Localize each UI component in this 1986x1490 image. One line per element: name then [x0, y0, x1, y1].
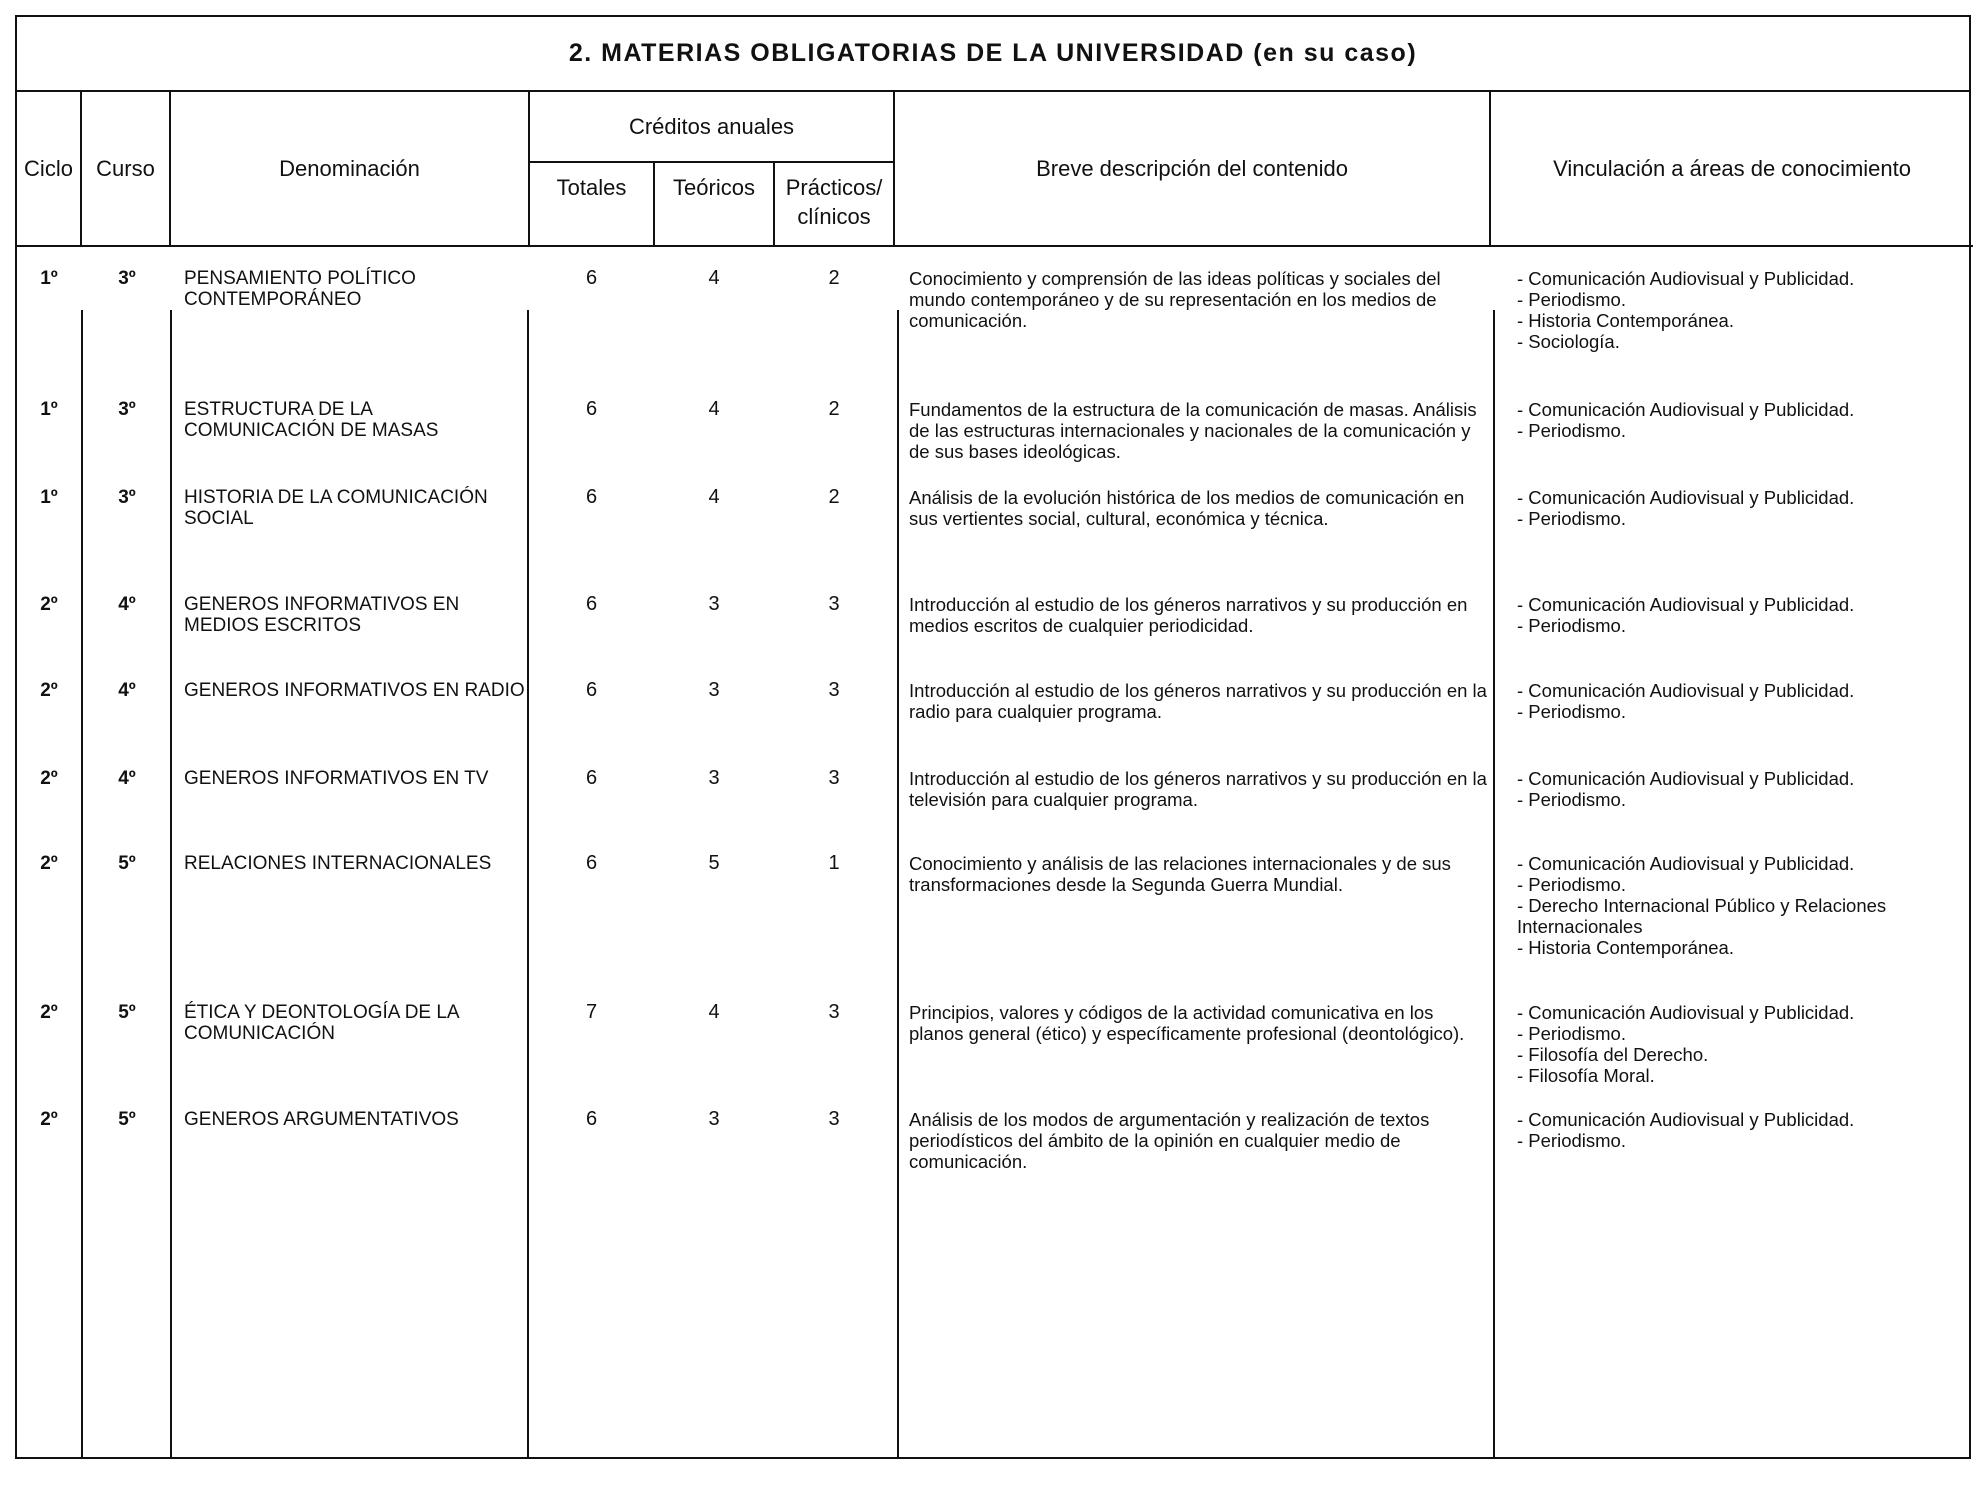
vinculacion-item: - Historia Contemporánea.	[1517, 310, 1734, 331]
curso-cell: 4º	[118, 768, 136, 789]
vinculacion-item: - Periodismo.	[1517, 615, 1626, 636]
col-header-totales: Totales	[529, 162, 654, 246]
col-header-ciclo: Ciclo	[17, 92, 81, 246]
teoricos-cell: 3	[708, 679, 720, 701]
col-header-teoricos: Teóricos	[654, 162, 774, 246]
vinculacion-cell	[1497, 1002, 1967, 1086]
vinculacion-cell	[1497, 1109, 1967, 1151]
descripcion-cell: Principios, valores y códigos de la actividad comunicativa en los planos general (ético) y específicamente profesional (deontológico).	[909, 1002, 1465, 1044]
ciclo-cell: 2º	[40, 768, 58, 789]
practicos-cell: 3	[828, 1001, 840, 1023]
teoricos-cell: 3	[708, 1108, 720, 1130]
denominacion-cell: HISTORIA DE LA COMUNICACIÓN SOCIAL	[184, 487, 488, 529]
totales-cell: 6	[585, 679, 598, 701]
practicos-cell: 3	[828, 767, 840, 789]
vinculacion-item: - Periodismo.	[1517, 701, 1626, 722]
descripcion-cell: Análisis de la evolución histórica de los medios de comunicación en sus vertientes social, cultural, económica y técnica.	[909, 487, 1465, 529]
vinculacion-item: - Derecho Internacional Público y Relaciones	[1517, 895, 1887, 916]
vinculacion-cell	[1497, 399, 1967, 441]
totales-cell: 7	[585, 1001, 598, 1023]
curso-cell: 5º	[118, 853, 136, 874]
column-divider	[1493, 310, 1495, 1457]
vinculacion-item: - Comunicación Audiovisual y Publicidad.	[1517, 768, 1855, 789]
vinculacion-item: - Comunicación Audiovisual y Publicidad.	[1517, 594, 1855, 615]
denominacion-cell: GENEROS INFORMATIVOS EN MEDIOS ESCRITOS	[184, 594, 460, 636]
teoricos-cell: 3	[708, 593, 720, 615]
page-title: 2. MATERIAS OBLIGATORIAS DE LA UNIVERSIDAD (en su caso)	[17, 17, 1969, 92]
curso-cell: 4º	[118, 594, 136, 615]
vinculacion-item: - Periodismo.	[1517, 789, 1626, 810]
ciclo-cell: 2º	[40, 680, 58, 701]
totales-cell: 6	[585, 398, 598, 420]
denominacion-cell: PENSAMIENTO POLÍTICO CONTEMPORÁNEO	[184, 268, 416, 310]
practicos-cell: 1	[828, 852, 840, 874]
vinculacion-item: Internacionales	[1517, 916, 1643, 937]
col-header-vinculacion: Vinculación a áreas de conocimiento	[1490, 92, 1973, 246]
denominacion-cell: GENEROS INFORMATIVOS EN RADIO	[184, 680, 525, 701]
curso-cell: 3º	[118, 487, 136, 508]
vinculacion-item: - Comunicación Audiovisual y Publicidad.	[1517, 1109, 1855, 1130]
denominacion-cell: ÉTICA Y DEONTOLOGÍA DE LA COMUNICACIÓN	[184, 1002, 459, 1044]
col-header-curso: Curso	[81, 92, 170, 246]
col-header-creditos: Créditos anuales	[529, 92, 894, 162]
ciclo-cell: 2º	[40, 594, 58, 615]
denominacion-cell: RELACIONES INTERNACIONALES	[184, 853, 492, 874]
vinculacion-item: - Filosofía del Derecho.	[1517, 1044, 1709, 1065]
totales-cell: 6	[585, 1108, 598, 1130]
col-header-denominacion: Denominación	[170, 92, 529, 246]
descripcion-cell: Análisis de los modos de argumentación y realización de textos periodísticos del ámbito de la opinión en cualquier medio de comunicación.	[909, 1109, 1430, 1172]
practicos-cell: 2	[828, 267, 840, 289]
vinculacion-cell	[1497, 268, 1967, 352]
ciclo-cell: 1º	[40, 399, 58, 420]
vinculacion-cell	[1497, 853, 1967, 958]
vinculacion-item: - Periodismo.	[1517, 420, 1626, 441]
totales-cell: 6	[585, 267, 598, 289]
vinculacion-item: - Comunicación Audiovisual y Publicidad.	[1517, 680, 1855, 701]
materias-table	[15, 15, 1971, 1459]
vinculacion-item: - Periodismo.	[1517, 289, 1626, 310]
vinculacion-item: - Comunicación Audiovisual y Publicidad.	[1517, 399, 1855, 420]
col-header-descripcion: Breve descripción del contenido	[894, 92, 1490, 246]
teoricos-cell: 4	[708, 267, 720, 289]
descripcion-cell: Introducción al estudio de los géneros narrativos y su producción en medios escritos de cualquier periodicidad.	[909, 594, 1468, 636]
vinculacion-item: - Historia Contemporánea.	[1517, 937, 1734, 958]
vinculacion-item: - Comunicación Audiovisual y Publicidad.	[1517, 487, 1855, 508]
teoricos-cell: 4	[708, 486, 720, 508]
practicos-cell: 3	[828, 1108, 840, 1130]
vinculacion-item: - Periodismo.	[1517, 508, 1626, 529]
curso-cell: 5º	[118, 1109, 136, 1130]
ciclo-cell: 2º	[40, 1109, 58, 1130]
teoricos-cell: 5	[708, 852, 720, 874]
vinculacion-item: - Periodismo.	[1517, 1023, 1626, 1044]
vinculacion-item: - Comunicación Audiovisual y Publicidad.	[1517, 853, 1855, 874]
teoricos-cell: 4	[708, 1001, 720, 1023]
table-header	[17, 92, 1973, 247]
denominacion-cell: GENEROS INFORMATIVOS EN TV	[184, 768, 489, 789]
column-divider	[170, 310, 172, 1457]
vinculacion-cell	[1497, 680, 1967, 722]
vinculacion-cell	[1497, 594, 1967, 636]
totales-cell: 6	[585, 852, 598, 874]
vinculacion-item: - Sociología.	[1517, 331, 1620, 352]
ciclo-cell: 2º	[40, 1002, 58, 1023]
col-header-practicos: Prácticos/ clínicos	[774, 162, 894, 246]
descripcion-cell: Fundamentos de la estructura de la comunicación de masas. Análisis de las estructuras internacionales y nacionales de la comunicación y de sus bases ideológicas.	[909, 399, 1477, 462]
descripcion-cell: Introducción al estudio de los géneros narrativos y su producción en la radio para cualquier programa.	[909, 680, 1487, 722]
ciclo-cell: 1º	[40, 268, 58, 289]
totales-cell: 6	[585, 593, 598, 615]
column-divider	[81, 310, 83, 1457]
curso-cell: 4º	[118, 680, 136, 701]
totales-cell: 6	[585, 767, 598, 789]
column-divider	[897, 310, 899, 1457]
ciclo-cell: 1º	[40, 487, 58, 508]
curso-cell: 3º	[118, 399, 136, 420]
descripcion-cell: Conocimiento y análisis de las relaciones internacionales y de sus transformaciones desde la Segunda Guerra Mundial.	[909, 853, 1451, 895]
descripcion-cell: Conocimiento y comprensión de las ideas políticas y sociales del mundo contemporáneo y de su representación en los medios de comunicación.	[909, 268, 1441, 331]
vinculacion-cell	[1497, 487, 1967, 529]
denominacion-cell: ESTRUCTURA DE LA COMUNICACIÓN DE MASAS	[184, 399, 439, 441]
ciclo-cell: 2º	[40, 853, 58, 874]
denominacion-cell: GENEROS ARGUMENTATIVOS	[184, 1109, 459, 1130]
teoricos-cell: 3	[708, 767, 720, 789]
curso-cell: 3º	[118, 268, 136, 289]
practicos-cell: 2	[828, 486, 840, 508]
teoricos-cell: 4	[708, 398, 720, 420]
vinculacion-item: - Comunicación Audiovisual y Publicidad.	[1517, 1002, 1855, 1023]
descripcion-cell: Introducción al estudio de los géneros narrativos y su producción en la televisión para cualquier programa.	[909, 768, 1487, 810]
totales-cell: 6	[585, 486, 598, 508]
practicos-cell: 3	[828, 679, 840, 701]
vinculacion-item: - Filosofía Moral.	[1517, 1065, 1655, 1086]
vinculacion-item: - Periodismo.	[1517, 874, 1626, 895]
curso-cell: 5º	[118, 1002, 136, 1023]
practicos-cell: 3	[828, 593, 840, 615]
vinculacion-item: - Periodismo.	[1517, 1130, 1626, 1151]
practicos-cell: 2	[828, 398, 840, 420]
vinculacion-item: - Comunicación Audiovisual y Publicidad.	[1517, 268, 1855, 289]
vinculacion-cell	[1497, 768, 1967, 810]
column-divider	[527, 310, 529, 1457]
